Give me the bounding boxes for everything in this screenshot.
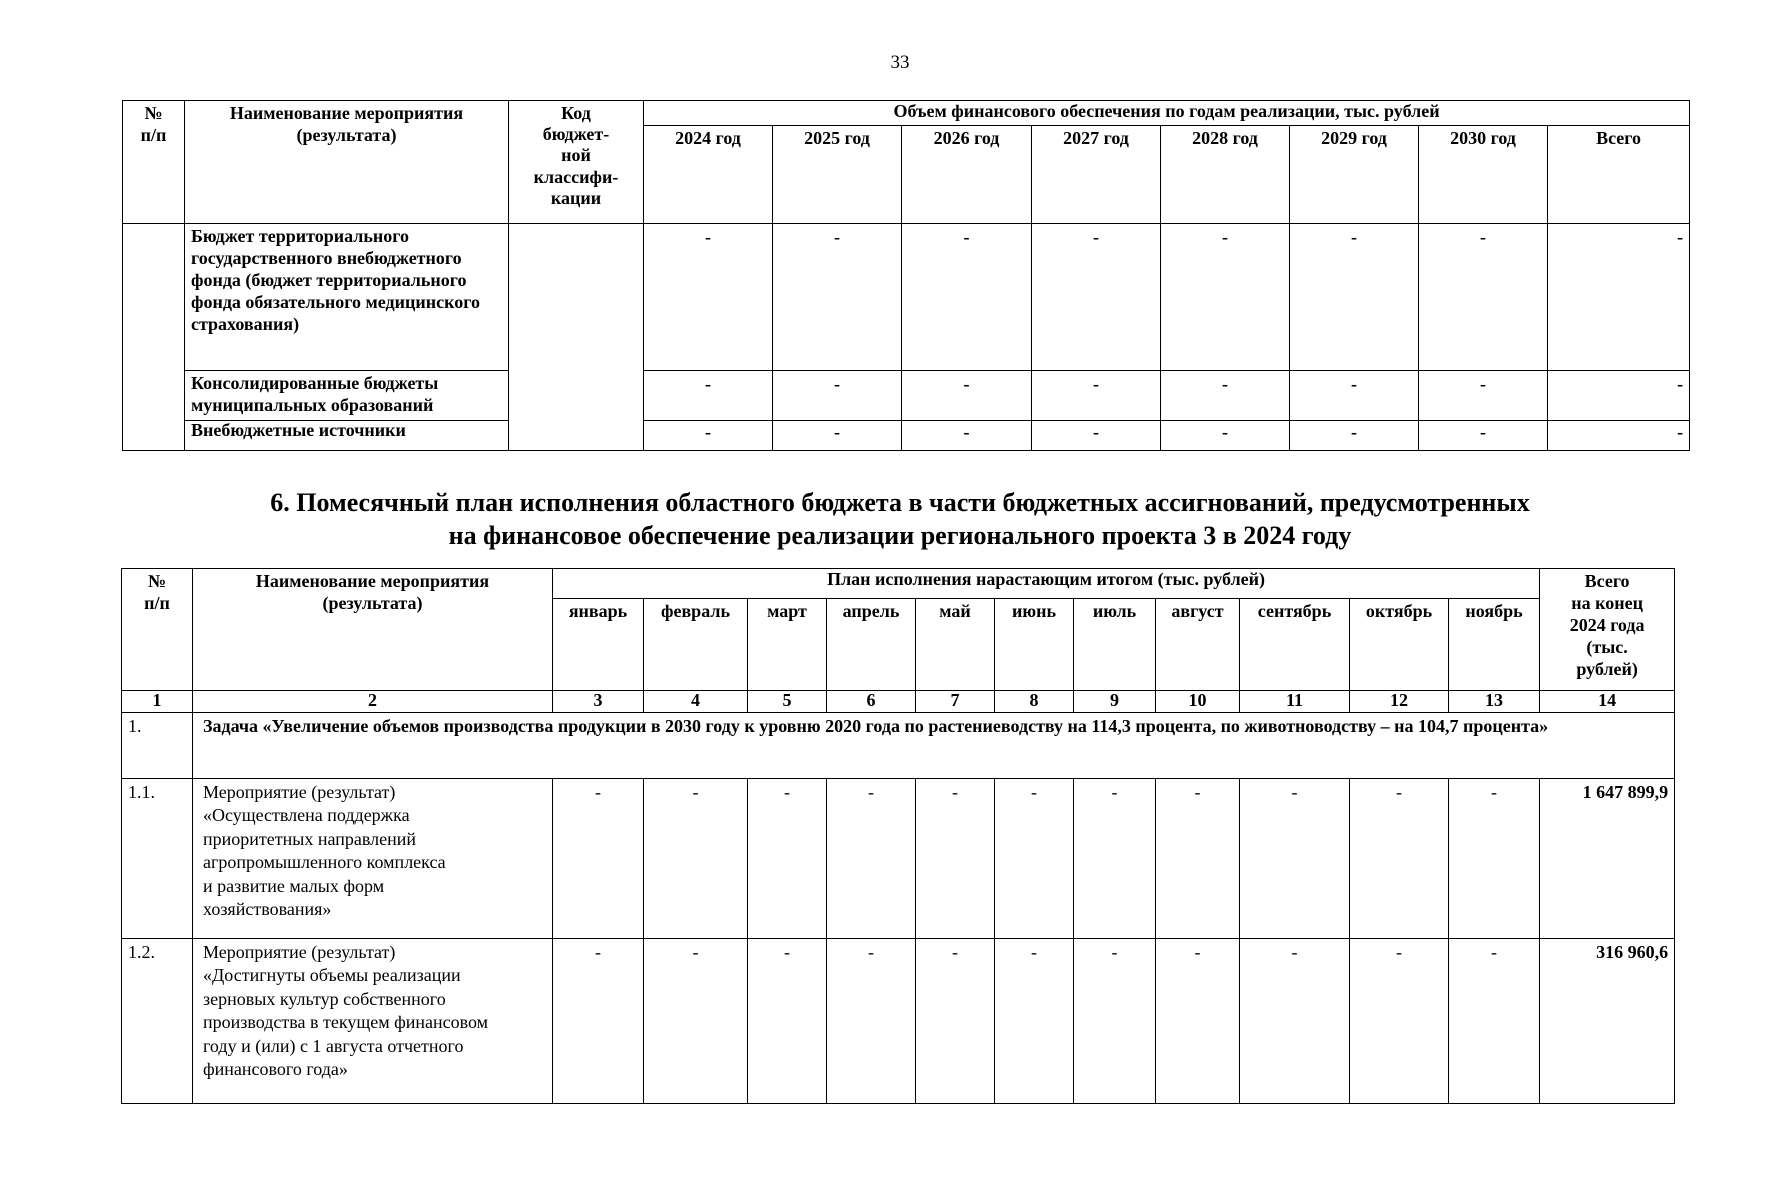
month-value: - — [1240, 939, 1350, 1104]
source-name: Внебюджетные источники — [185, 421, 509, 451]
total-header: Всего — [1548, 126, 1690, 224]
year-header: 2028 год — [1161, 126, 1290, 224]
value-cell: - — [1419, 421, 1548, 451]
value-cell: - — [1032, 224, 1161, 371]
year-header: 2024 год — [644, 126, 773, 224]
month-value: - — [995, 939, 1074, 1104]
month-value: - — [1074, 939, 1156, 1104]
table-row — [123, 224, 1690, 371]
value-cell: - — [644, 371, 773, 421]
column-number: 10 — [1156, 691, 1240, 713]
num-cell — [123, 224, 185, 451]
year-header: 2030 год — [1419, 126, 1548, 224]
month-value: - — [553, 939, 644, 1104]
activity-name: Мероприятие (результат) «Осуществлена поддержка приоритетных направлений агропромышленного комплекса и развитие малых форм хозяйствования» — [193, 779, 553, 939]
month-header: июнь — [995, 599, 1074, 691]
column-number: 4 — [644, 691, 748, 713]
month-value: - — [1449, 939, 1540, 1104]
value-cell: - — [1290, 421, 1419, 451]
month-value: - — [1156, 939, 1240, 1104]
section-title — [0, 486, 1778, 553]
plan-header: План исполнения нарастающим итогом (тыс. рублей) — [553, 569, 1540, 599]
month-value: - — [644, 779, 748, 939]
name-header: Наименование мероприятия (результата) — [185, 101, 509, 224]
value-cell: - — [1161, 371, 1290, 421]
monthly-plan-table — [121, 568, 1675, 1104]
column-number: 3 — [553, 691, 644, 713]
value-cell: - — [902, 224, 1032, 371]
funding-volume-header: Объем финансового обеспечения по годам реализации, тыс. рублей — [644, 101, 1690, 126]
month-value: - — [1350, 779, 1449, 939]
column-number: 1 — [122, 691, 193, 713]
task-row — [122, 713, 1675, 779]
table-row — [123, 421, 1690, 451]
value-cell: - — [1161, 224, 1290, 371]
month-header: август — [1156, 599, 1240, 691]
column-number: 5 — [748, 691, 827, 713]
month-header: октябрь — [1350, 599, 1449, 691]
month-value: - — [827, 939, 916, 1104]
value-cell: - — [1290, 224, 1419, 371]
num-header: № п/п — [122, 569, 193, 691]
task-num: 1. — [122, 713, 193, 779]
task-text: Задача «Увеличение объемов производства продукции в 2030 году к уровню 2020 года по растениеводству на 114,3 процента, по животноводству – на 104,7 процента» — [193, 713, 1675, 779]
month-header: сентябрь — [1240, 599, 1350, 691]
value-cell: - — [902, 371, 1032, 421]
total-header: Всего на конец 2024 года (тыс. рублей) — [1540, 569, 1675, 691]
column-number: 6 — [827, 691, 916, 713]
month-header: январь — [553, 599, 644, 691]
month-value: - — [1240, 779, 1350, 939]
source-name: Бюджет территориального государственного внебюджетного фонда (бюджет территориального фонда обязательного медицинского страхования) — [185, 224, 509, 371]
year-header: 2025 год — [773, 126, 902, 224]
name-header: Наименование мероприятия (результата) — [193, 569, 553, 691]
page-number: 33 — [890, 52, 910, 73]
column-number-row — [122, 691, 1675, 713]
value-cell: - — [773, 371, 902, 421]
column-number: 8 — [995, 691, 1074, 713]
value-cell: - — [1032, 371, 1161, 421]
column-number: 11 — [1240, 691, 1350, 713]
year-header: 2029 год — [1290, 126, 1419, 224]
month-value: - — [1074, 779, 1156, 939]
value-cell: - — [644, 421, 773, 451]
num-header: № п/п — [123, 101, 185, 224]
column-number: 13 — [1449, 691, 1540, 713]
column-number: 14 — [1540, 691, 1675, 713]
column-number: 2 — [193, 691, 553, 713]
section-title-line: на финансовое обеспечение реализации регионального проекта 3 в 2024 году — [448, 521, 1352, 551]
month-header: июль — [1074, 599, 1156, 691]
column-number: 7 — [916, 691, 995, 713]
table-row — [122, 779, 1675, 939]
value-cell: - — [1419, 371, 1548, 421]
month-value: - — [827, 779, 916, 939]
value-cell: - — [1419, 224, 1548, 371]
total-value: 316 960,6 — [1540, 939, 1675, 1104]
value-cell: - — [1548, 224, 1690, 371]
budget-code-header: Код бюджет- ной классифи- кации — [509, 101, 644, 224]
year-header: 2027 год — [1032, 126, 1161, 224]
value-cell: - — [644, 224, 773, 371]
value-cell: - — [1290, 371, 1419, 421]
month-header: май — [916, 599, 995, 691]
month-header: март — [748, 599, 827, 691]
month-value: - — [748, 939, 827, 1104]
value-cell: - — [1161, 421, 1290, 451]
table-row — [122, 939, 1675, 1104]
month-value: - — [1156, 779, 1240, 939]
month-value: - — [1449, 779, 1540, 939]
funding-by-year-table — [122, 100, 1690, 451]
month-value: - — [1350, 939, 1449, 1104]
year-header: 2026 год — [902, 126, 1032, 224]
month-value: - — [644, 939, 748, 1104]
month-header: апрель — [827, 599, 916, 691]
month-value: - — [916, 939, 995, 1104]
value-cell: - — [1548, 371, 1690, 421]
column-number: 12 — [1350, 691, 1449, 713]
value-cell: - — [773, 421, 902, 451]
month-value: - — [553, 779, 644, 939]
month-value: - — [748, 779, 827, 939]
table-row — [123, 371, 1690, 421]
column-number: 9 — [1074, 691, 1156, 713]
code-cell — [509, 224, 644, 451]
month-value: - — [916, 779, 995, 939]
month-value: - — [995, 779, 1074, 939]
value-cell: - — [1032, 421, 1161, 451]
source-name: Консолидированные бюджеты муниципальных образований — [185, 371, 509, 421]
activity-name: Мероприятие (результат) «Достигнуты объемы реализации зерновых культур собственного производства в текущем финансовом году и (или) с 1 августа отчетного финансового года» — [193, 939, 553, 1104]
month-header: ноябрь — [1449, 599, 1540, 691]
value-cell: - — [1548, 421, 1690, 451]
row-num: 1.2. — [122, 939, 193, 1104]
value-cell: - — [902, 421, 1032, 451]
row-num: 1.1. — [122, 779, 193, 939]
value-cell: - — [773, 224, 902, 371]
total-value: 1 647 899,9 — [1540, 779, 1675, 939]
month-header: февраль — [644, 599, 748, 691]
section-title-line: 6. Помесячный план исполнения областного бюджета в части бюджетных ассигнований, предусмотренных — [270, 488, 1530, 517]
